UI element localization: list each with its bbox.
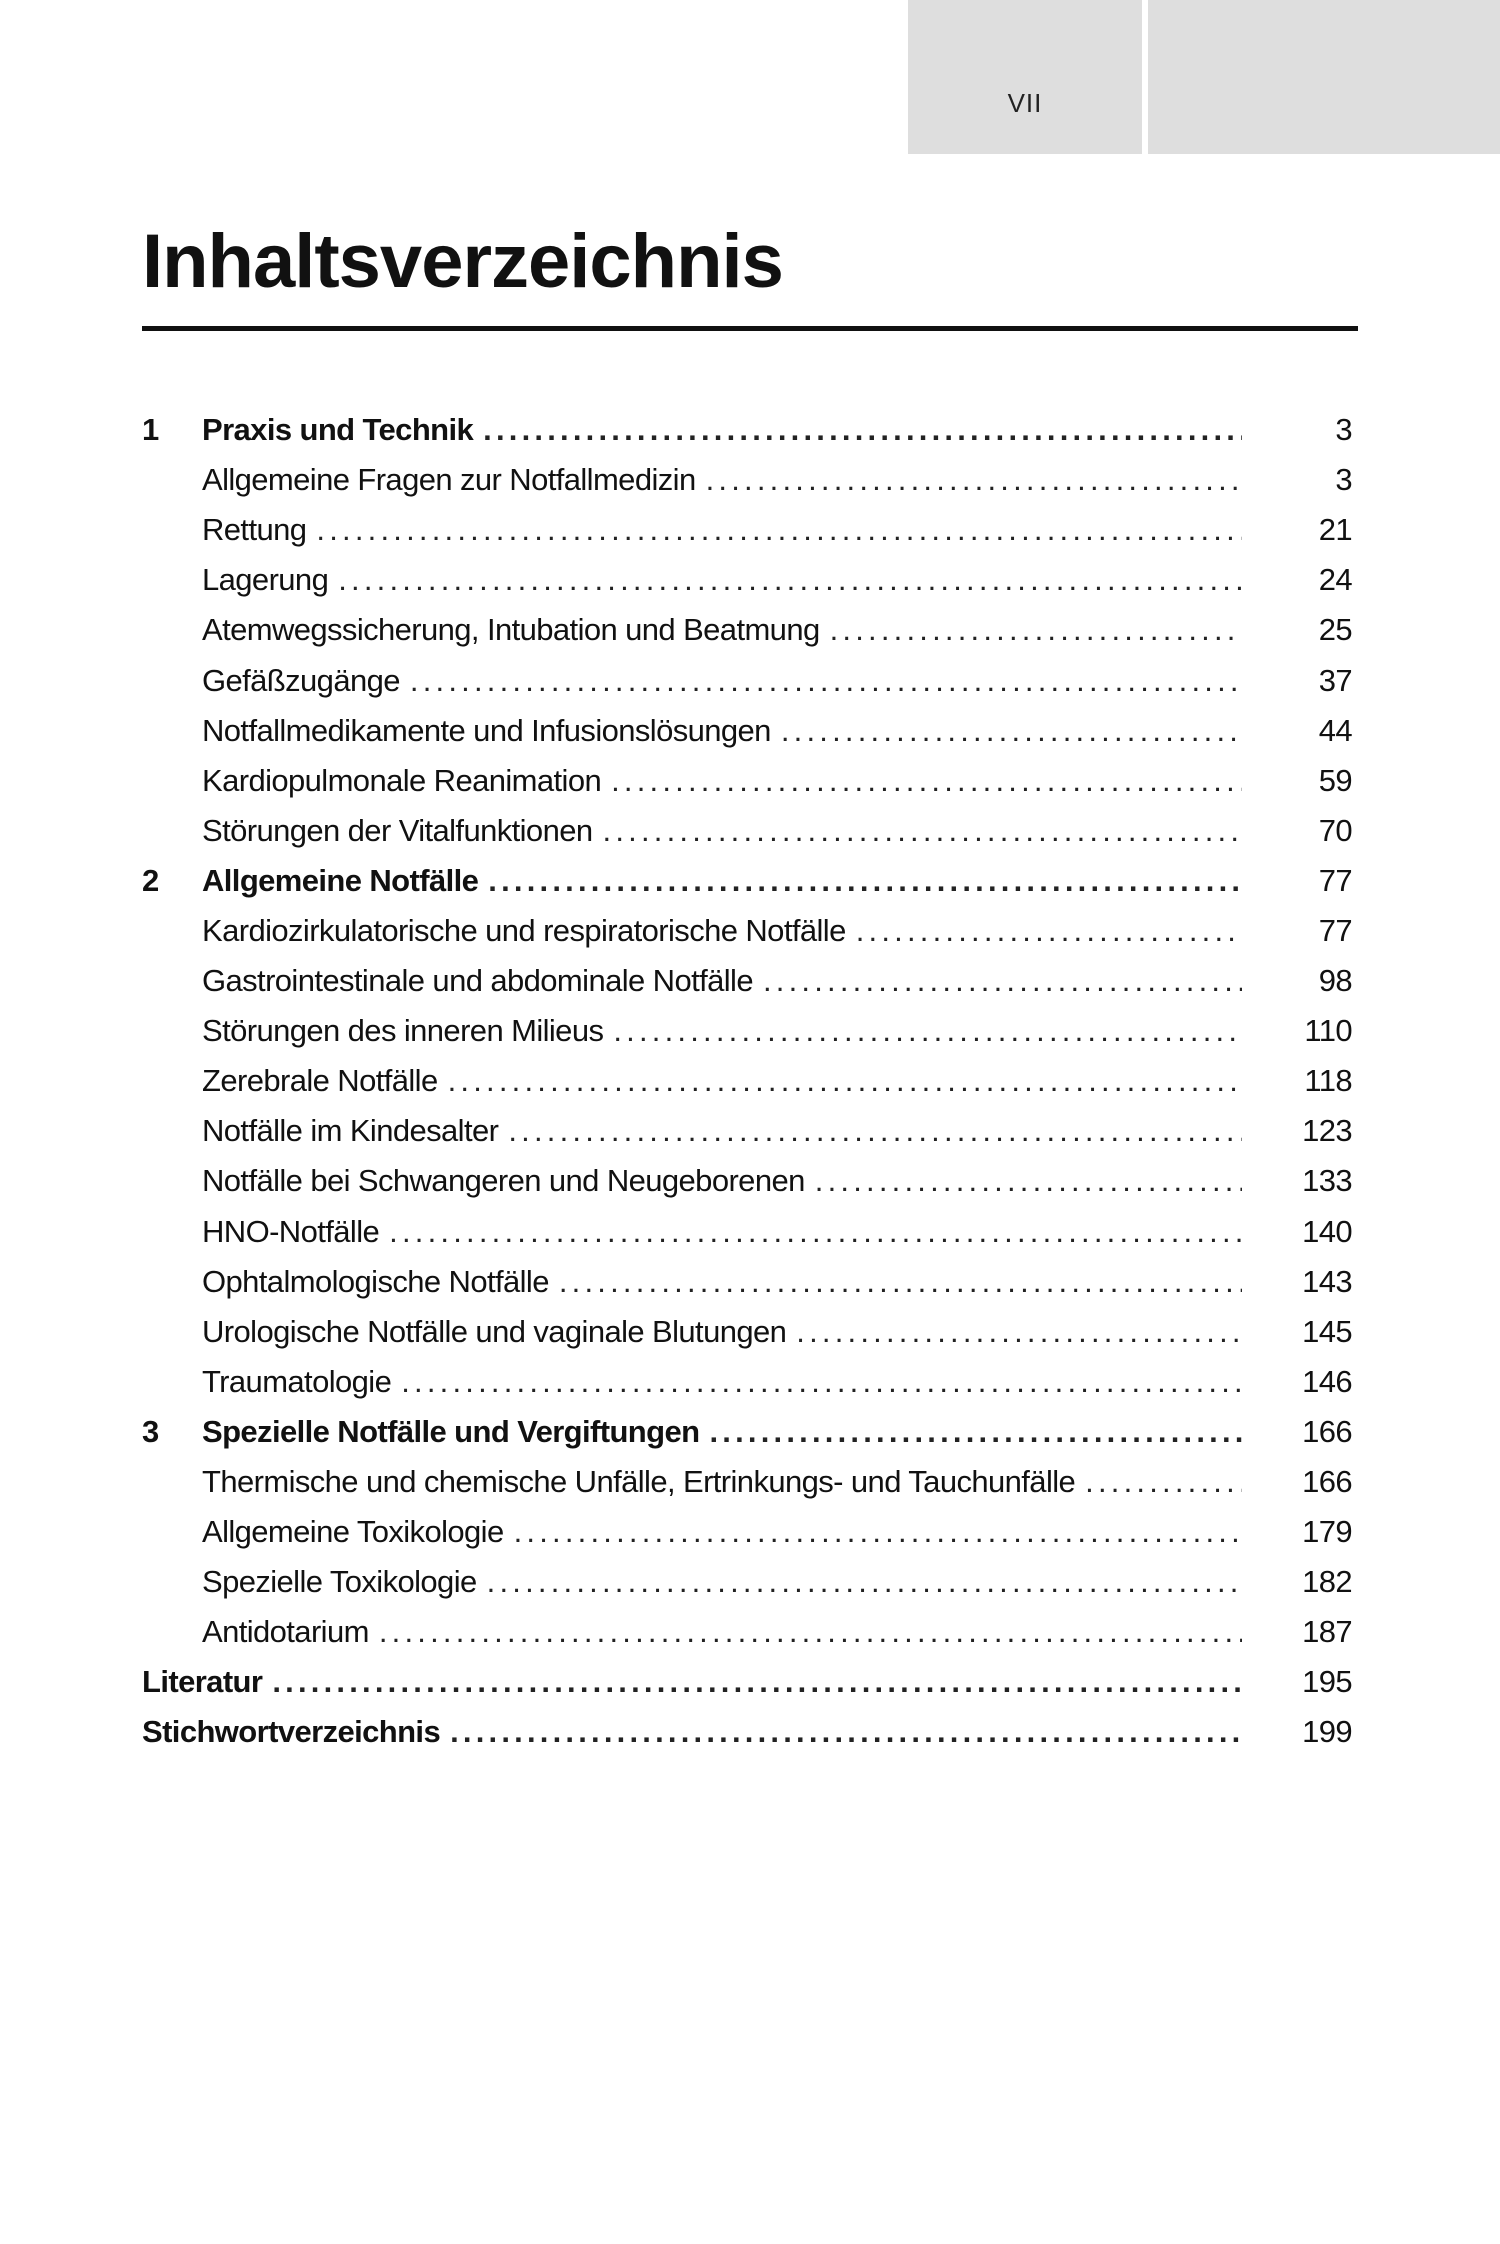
toc-entry-page: 182: [1302, 1564, 1352, 1600]
toc-entry-page: 166: [1302, 1464, 1352, 1500]
toc-entry-chapter[interactable]: [142, 1407, 1352, 1457]
toc-entry-page: 187: [1302, 1614, 1352, 1650]
toc-dot-leader: [316, 512, 1242, 548]
toc-entry-title: Stichwortverzeichnis: [142, 1714, 441, 1750]
toc-dot-leader: [613, 1013, 1242, 1049]
toc-entry-appendix[interactable]: [142, 1657, 1352, 1707]
toc-entry-section[interactable]: [142, 806, 1352, 856]
toc-dot-leader: [815, 1163, 1242, 1199]
toc-entry-number: 2: [142, 862, 159, 898]
toc-entry-title: Kardiopulmonale Reanimation: [202, 762, 602, 798]
toc-dot-leader: [611, 763, 1242, 799]
toc-entry-section[interactable]: [142, 1557, 1352, 1607]
toc-entry-title: Notfallmedikamente und Infusionslösungen: [202, 712, 771, 748]
toc-entry-section[interactable]: [142, 1257, 1352, 1307]
toc-entry-title: Ophtalmologische Notfälle: [202, 1263, 549, 1299]
toc-entry-page: 110: [1304, 1013, 1352, 1049]
toc-entry-section[interactable]: [142, 655, 1352, 705]
toc-entry-section[interactable]: [142, 706, 1352, 756]
toc-dot-leader: [559, 1264, 1242, 1300]
toc-entry-page: 179: [1302, 1514, 1352, 1550]
page-tab-right: [1148, 0, 1500, 154]
toc-dot-leader: [338, 562, 1242, 598]
page-tab-left: [908, 0, 1142, 154]
toc-entry-title: Störungen der Vitalfunktionen: [202, 812, 593, 848]
toc-dot-leader: [379, 1614, 1242, 1650]
toc-dot-leader: [781, 713, 1242, 749]
toc-entry-page: 195: [1302, 1664, 1352, 1700]
toc-dot-leader: [796, 1314, 1242, 1350]
toc-entry-title: Literatur: [142, 1664, 263, 1700]
toc-dot-leader: [603, 813, 1243, 849]
toc-dot-leader: [508, 1113, 1242, 1149]
toc-entry-page: 25: [1318, 612, 1352, 648]
toc-entry-title: Urologische Notfälle und vaginale Blutungen: [202, 1313, 787, 1349]
toc-entry-page: 123: [1302, 1113, 1352, 1149]
toc-dot-leader: [709, 1414, 1242, 1450]
toc-entry-title: Allgemeine Toxikologie: [202, 1514, 504, 1550]
toc-dot-leader: [272, 1664, 1242, 1700]
toc-dot-leader: [763, 963, 1242, 999]
title-rule: [142, 326, 1358, 331]
page-title: Inhaltsverzeichnis: [142, 219, 783, 304]
toc-entry-title: Rettung: [202, 512, 307, 548]
toc-dot-leader: [483, 412, 1242, 448]
toc-entry-section[interactable]: [142, 1006, 1352, 1056]
toc-entry-page: 21: [1318, 512, 1352, 548]
toc-entry-title: Spezielle Notfälle und Vergiftungen: [202, 1413, 700, 1449]
toc-entry-section[interactable]: [142, 1357, 1352, 1407]
toc-entry-title: Kardiozirkulatorische und respiratorische Notfälle: [202, 912, 846, 948]
toc-dot-leader: [401, 1364, 1242, 1400]
toc-entry-title: Spezielle Toxikologie: [202, 1564, 477, 1600]
toc-entry-page: 59: [1318, 762, 1352, 798]
toc-entry-page: 44: [1318, 712, 1352, 748]
toc-entry-title: Notfälle bei Schwangeren und Neugeborenen: [202, 1163, 805, 1199]
toc-dot-leader: [830, 612, 1242, 648]
toc-entry-page: 140: [1302, 1213, 1352, 1249]
toc-dot-leader: [450, 1714, 1242, 1750]
toc-entry-title: Zerebrale Notfälle: [202, 1063, 438, 1099]
toc-entry-page: 146: [1302, 1363, 1352, 1399]
toc-entry-section[interactable]: [142, 1457, 1352, 1507]
toc-entry-section[interactable]: [142, 1106, 1352, 1156]
toc-entry-title: Gastrointestinale und abdominale Notfälle: [202, 963, 753, 999]
toc-entry-page: 145: [1302, 1313, 1352, 1349]
toc-entry-section[interactable]: [142, 1207, 1352, 1257]
toc-entry-page: 24: [1318, 562, 1352, 598]
toc-entry-page: 3: [1335, 412, 1352, 448]
toc-entry-page: 166: [1302, 1413, 1352, 1449]
toc-entry-title: Allgemeine Notfälle: [202, 862, 479, 898]
toc-entry-page: 118: [1304, 1063, 1352, 1099]
toc-dot-leader: [487, 1564, 1242, 1600]
toc-entry-section[interactable]: [142, 756, 1352, 806]
toc-entry-page: 143: [1302, 1263, 1352, 1299]
toc-entry-title: Atemwegssicherung, Intubation und Beatmung: [202, 612, 820, 648]
toc-entry-title: Praxis und Technik: [202, 412, 474, 448]
toc-entry-page: 3: [1335, 462, 1352, 498]
toc-entry-section[interactable]: [142, 956, 1352, 1006]
toc-entry-section[interactable]: [142, 1507, 1352, 1557]
toc-entry-section[interactable]: [142, 555, 1352, 605]
toc-entry-title: HNO-Notfälle: [202, 1213, 380, 1249]
toc-entry-page: 37: [1318, 662, 1352, 698]
toc-entry-title: Traumatologie: [202, 1363, 392, 1399]
toc-entry-number: 3: [142, 1413, 159, 1449]
toc-entry-section[interactable]: [142, 1156, 1352, 1206]
toc-entry-title: Störungen des inneren Milieus: [202, 1013, 604, 1049]
toc-entry-title: Gefäßzugänge: [202, 662, 400, 698]
toc-entry-title: Allgemeine Fragen zur Notfallmedizin: [202, 462, 696, 498]
toc-entry-appendix[interactable]: [142, 1707, 1352, 1757]
toc-entry-title: Notfälle im Kindesalter: [202, 1113, 499, 1149]
toc-entry-chapter[interactable]: [142, 856, 1352, 906]
toc-entry-section[interactable]: [142, 1607, 1352, 1657]
toc-entry-section[interactable]: [142, 505, 1352, 555]
toc-entry-section[interactable]: [142, 1056, 1352, 1106]
toc-entry-section[interactable]: [142, 906, 1352, 956]
toc-dot-leader: [1085, 1464, 1242, 1500]
toc-entry-page: 133: [1302, 1163, 1352, 1199]
toc-entry-page: 77: [1318, 862, 1352, 898]
toc-entry-chapter[interactable]: [142, 405, 1352, 455]
toc-entry-page: 199: [1302, 1714, 1352, 1750]
toc-dot-leader: [410, 663, 1242, 699]
toc-entry-page: 98: [1318, 963, 1352, 999]
toc-dot-leader: [448, 1063, 1242, 1099]
toc-dot-leader: [488, 863, 1242, 899]
toc-entry-title: Thermische und chemische Unfälle, Ertrinkungs- und Tauchunfälle: [202, 1464, 1076, 1500]
toc-dot-leader: [856, 913, 1242, 949]
page-number: VII: [1007, 88, 1043, 118]
toc-entry-page: 77: [1318, 912, 1352, 948]
toc-dot-leader: [389, 1214, 1242, 1250]
toc-entry-section[interactable]: [142, 455, 1352, 505]
toc-entry-title: Antidotarium: [202, 1614, 369, 1650]
table-of-contents: [142, 405, 1352, 1758]
toc-entry-title: Lagerung: [202, 562, 329, 598]
toc-dot-leader: [514, 1514, 1242, 1550]
toc-entry-section[interactable]: [142, 605, 1352, 655]
toc-dot-leader: [706, 462, 1242, 498]
toc-entry-section[interactable]: [142, 1307, 1352, 1357]
toc-entry-page: 70: [1318, 812, 1352, 848]
toc-entry-number: 1: [142, 412, 159, 448]
